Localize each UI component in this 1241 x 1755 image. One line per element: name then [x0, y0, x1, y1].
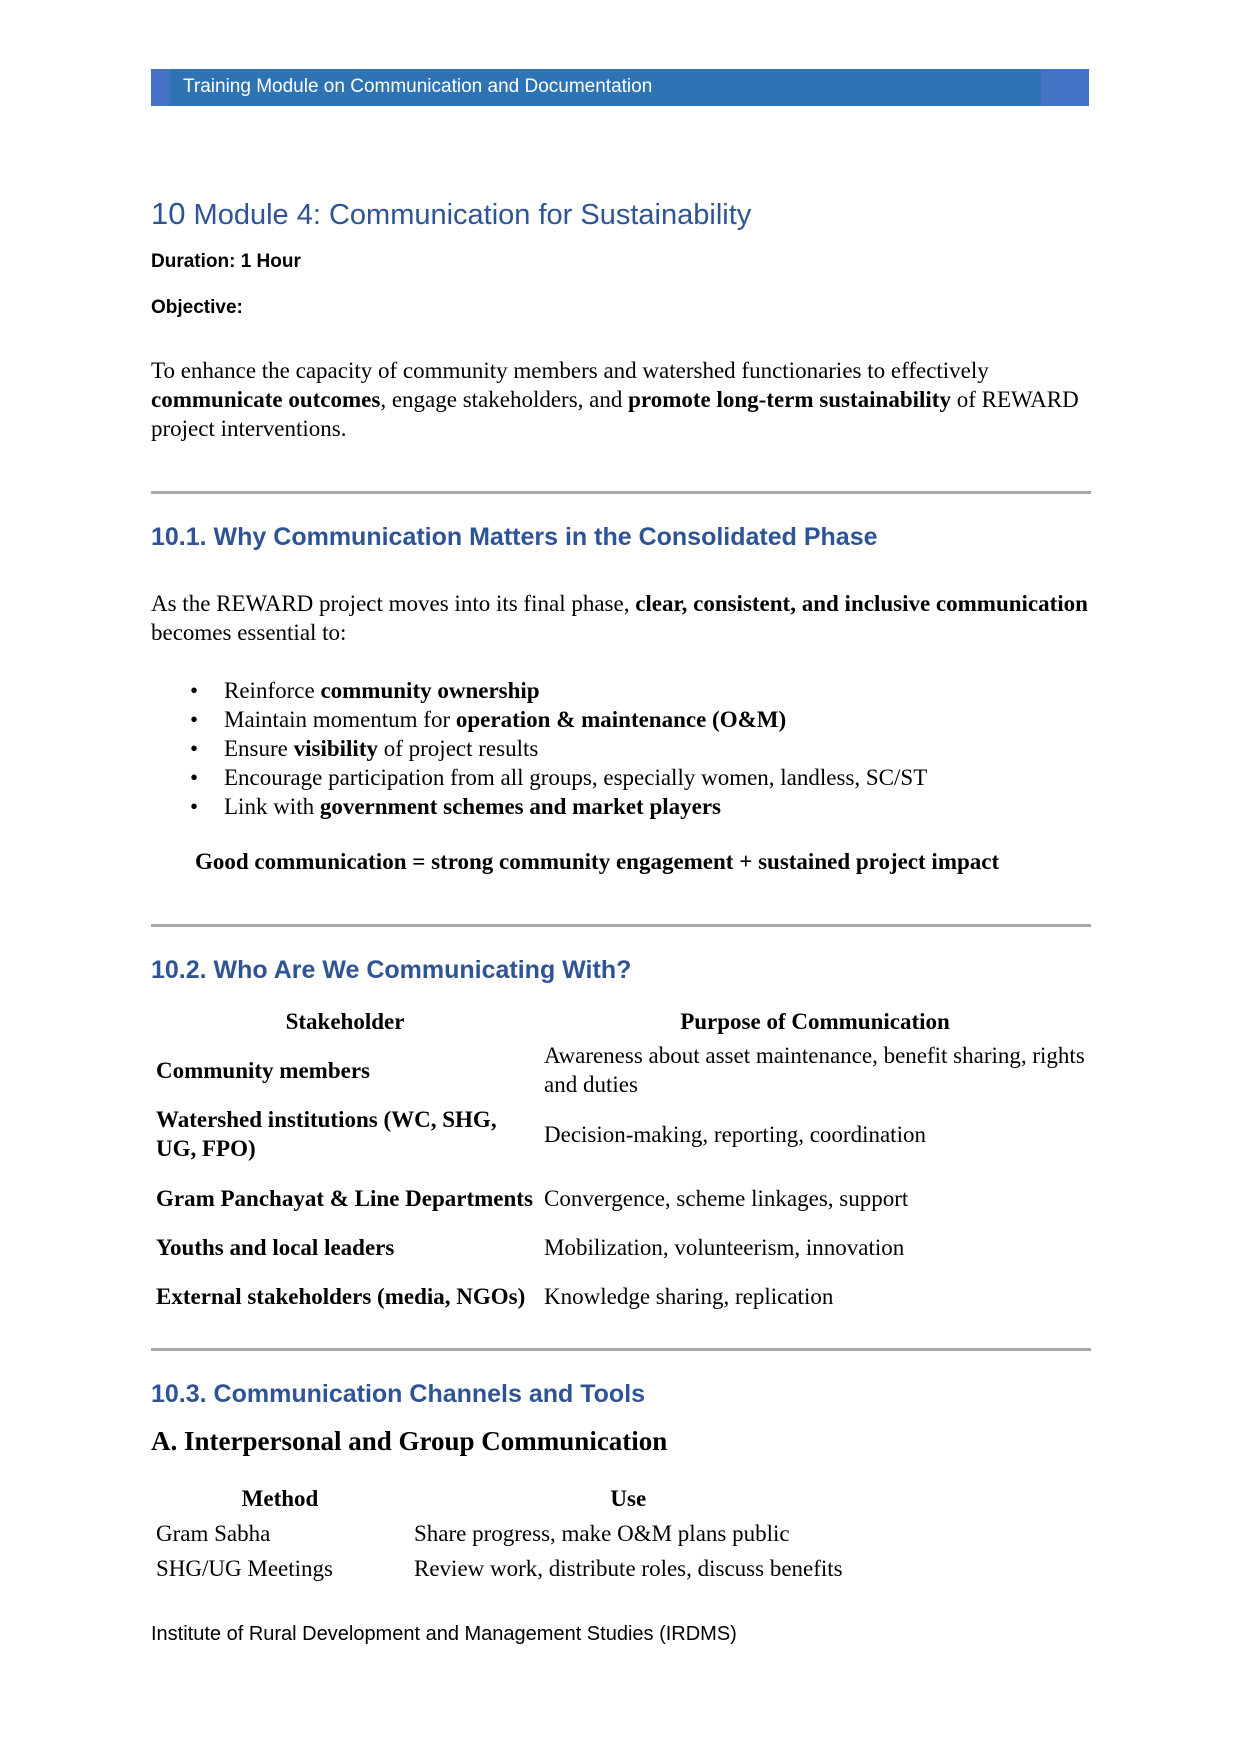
- objective-label: Objective:: [151, 297, 243, 318]
- table-row: [151, 1038, 1091, 1102]
- key-formula: Good communication = strong community engagement + sustained project impact: [195, 849, 1000, 874]
- module-title: Module 4: Communication for Sustainability: [193, 199, 752, 231]
- purpose-cell: Decision-making, reporting, coordination: [544, 1121, 926, 1147]
- table-header-row: [151, 1482, 848, 1516]
- objective-emphasis: promote long-term sustainability: [628, 387, 951, 412]
- header-accent-right: [1041, 69, 1089, 106]
- intro-emphasis: clear, consistent, and inclusive communication: [635, 591, 1088, 616]
- table-row: [151, 1102, 1091, 1166]
- table-row: [151, 1551, 848, 1586]
- stakeholder-cell: Gram Panchayat & Line Departments: [156, 1185, 533, 1211]
- use-cell: Share progress, make O&M plans public: [414, 1520, 790, 1546]
- bullet-item: • Maintain momentum for operation & maintenance (O&M): [190, 705, 927, 734]
- stakeholder-cell: Youths and local leaders: [156, 1234, 395, 1260]
- section-divider: [151, 491, 1091, 494]
- column-header: Stakeholder: [285, 1009, 405, 1034]
- duration-label: Duration: 1 Hour: [151, 251, 301, 272]
- header-accent-left: [151, 69, 170, 106]
- stakeholder-cell: Watershed institutions (WC, SHG, UG, FPO): [156, 1107, 497, 1161]
- objective-part: , engage stakeholders, and: [380, 387, 629, 412]
- intro-part: becomes essential to:: [151, 620, 347, 645]
- method-cell: Gram Sabha: [156, 1520, 271, 1546]
- stakeholder-cell: Community members: [156, 1057, 370, 1083]
- objective-text: [151, 356, 1091, 443]
- column-header: Method: [241, 1486, 319, 1511]
- header-title: Training Module on Communication and Documentation: [183, 76, 653, 97]
- bullet-item: • Ensure visibility of project results: [190, 734, 927, 763]
- bullet-item: • Reinforce community ownership: [190, 676, 927, 705]
- table-row: [151, 1230, 1091, 1264]
- objective-part: of REWARD project interventions.: [151, 387, 1079, 441]
- purpose-cell: Convergence, scheme linkages, support: [544, 1185, 909, 1211]
- section-heading-10-1: 10.1. Why Communication Matters in the Consolidated Phase: [151, 523, 878, 551]
- purpose-cell: Knowledge sharing, replication: [544, 1283, 834, 1309]
- column-header: Purpose of Communication: [680, 1009, 950, 1034]
- bullet-item: • Encourage participation from all groups, especially women, landless, SC/ST: [190, 763, 927, 792]
- objective-emphasis: communicate outcomes: [151, 387, 381, 412]
- table-row: [151, 1264, 1091, 1328]
- bullet-list: [190, 676, 927, 821]
- section-10-1-intro: [151, 589, 1091, 647]
- bullet-item: • Link with government schemes and market players: [190, 792, 927, 821]
- section-heading-10-2: 10.2. Who Are We Communicating With?: [151, 956, 632, 984]
- table-header-row: [151, 1006, 1091, 1038]
- module-number: 10: [151, 196, 186, 231]
- running-header: [151, 69, 1089, 106]
- page-footer: Institute of Rural Development and Management Studies (IRDMS): [151, 1623, 737, 1645]
- objective-part: To enhance the capacity of community members and watershed functionaries to effectively: [151, 358, 989, 383]
- section-divider: [151, 924, 1091, 927]
- table-row: [151, 1166, 1091, 1230]
- purpose-cell: Awareness about asset maintenance, benefit sharing, rights and duties: [544, 1043, 1085, 1097]
- use-cell: Review work, distribute roles, discuss benefits: [414, 1555, 843, 1581]
- stakeholder-cell: External stakeholders (media, NGOs): [156, 1283, 526, 1309]
- column-header: Use: [610, 1486, 647, 1511]
- stakeholder-table: [151, 1006, 1091, 1328]
- purpose-cell: Mobilization, volunteerism, innovation: [544, 1234, 905, 1260]
- section-heading-10-3: 10.3. Communication Channels and Tools: [151, 1380, 646, 1408]
- method-table: [151, 1482, 848, 1586]
- method-cell: SHG/UG Meetings: [156, 1555, 333, 1581]
- subsection-heading: A. Interpersonal and Group Communication: [151, 1426, 668, 1456]
- intro-part: As the REWARD project moves into its final phase,: [151, 591, 636, 616]
- section-divider: [151, 1348, 1091, 1351]
- module-heading: [151, 196, 751, 232]
- table-row: [151, 1516, 848, 1551]
